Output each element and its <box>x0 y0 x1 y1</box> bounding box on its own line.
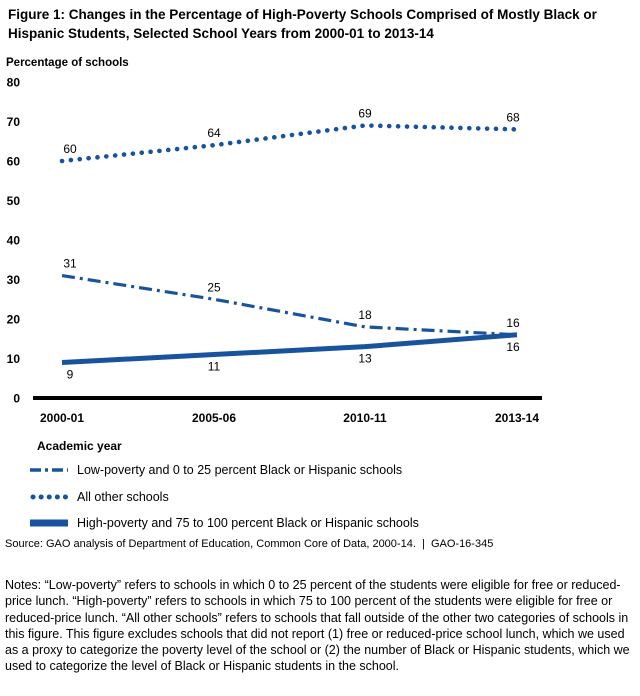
x-axis-title: Academic year <box>37 439 122 453</box>
legend <box>30 463 419 543</box>
chart-series-dotted <box>62 125 517 161</box>
dotted-line-swatch-icon <box>30 491 68 503</box>
y-tick-label: 50 <box>6 194 20 208</box>
legend-item-low-poverty <box>30 463 419 477</box>
data-point-label: 69 <box>358 106 372 121</box>
y-tick-label: 40 <box>6 233 20 248</box>
notes-paragraph: Notes: “Low-poverty” refers to schools in which 0 to 25 percent of the students were eligible for free or reduced-price lunch. “High-poverty” refers to schools in which 75 to 100 percent of the students were eligible for free or reduced-price lunch. “All other schools” refers to schools that fall outside of the other two categories of schools in this figure. This figure excludes schools that did not report (1) free or reduced-price school lunch, which we used as a proxy to categorize the poverty level of the school or (2) the number of Black or Hispanic students, which we used to categorize the level of Black or Hispanic students in the school. <box>5 578 630 674</box>
y-tick-label: 30 <box>6 273 20 287</box>
y-tick-label: 10 <box>6 352 20 366</box>
data-point-label: 13 <box>358 351 372 366</box>
data-point-label: 9 <box>66 367 74 382</box>
legend-label-low-poverty: Low-poverty and 0 to 25 percent Black or Hispanic schools <box>77 463 403 477</box>
data-point-label: 16 <box>506 339 520 354</box>
x-tick-label: 2010-11 <box>343 411 387 425</box>
legend-item-high-poverty <box>30 516 419 530</box>
y-tick-label: 60 <box>6 154 20 169</box>
y-axis-title: Percentage of schools <box>6 57 129 69</box>
data-point-label: 31 <box>63 256 77 271</box>
x-tick-label: 2013-14 <box>494 411 540 425</box>
x-tick-label: 2005-06 <box>191 411 237 425</box>
data-point-label: 18 <box>358 307 372 322</box>
data-point-label: 60 <box>63 142 77 156</box>
solid-line-swatch-icon <box>30 517 68 529</box>
data-point-label: 68 <box>506 110 520 125</box>
y-tick-label: 80 <box>6 75 20 90</box>
y-tick-label: 20 <box>6 312 20 327</box>
y-tick-label: 0 <box>13 391 20 406</box>
dash-dot-line-swatch-icon <box>30 464 68 476</box>
legend-label-high-poverty: High-poverty and 75 to 100 percent Black or Hispanic schools <box>77 516 419 530</box>
legend-label-all-other: All other schools <box>77 489 169 504</box>
chart-series-dash-dot <box>62 276 517 335</box>
data-point-label: 25 <box>207 280 221 295</box>
source-line: Source: GAO analysis of Department of Education, Common Core of Data, 2000-14. | GAO-16-345 <box>5 538 494 550</box>
x-tick-label: 2000-01 <box>39 411 85 425</box>
chart-series-solid <box>62 335 517 363</box>
figure-title: Figure 1: Changes in the Percentage of High-Poverty Schools Comprised of Mostly Black or Hispanic Students, Selected School Years from 2000-01 to 2013-14 <box>8 7 597 41</box>
data-point-label: 11 <box>207 359 221 374</box>
legend-item-all-other <box>30 490 419 504</box>
y-tick-label: 70 <box>6 115 20 129</box>
data-point-label: 64 <box>207 126 221 141</box>
data-point-label: 16 <box>506 315 520 330</box>
